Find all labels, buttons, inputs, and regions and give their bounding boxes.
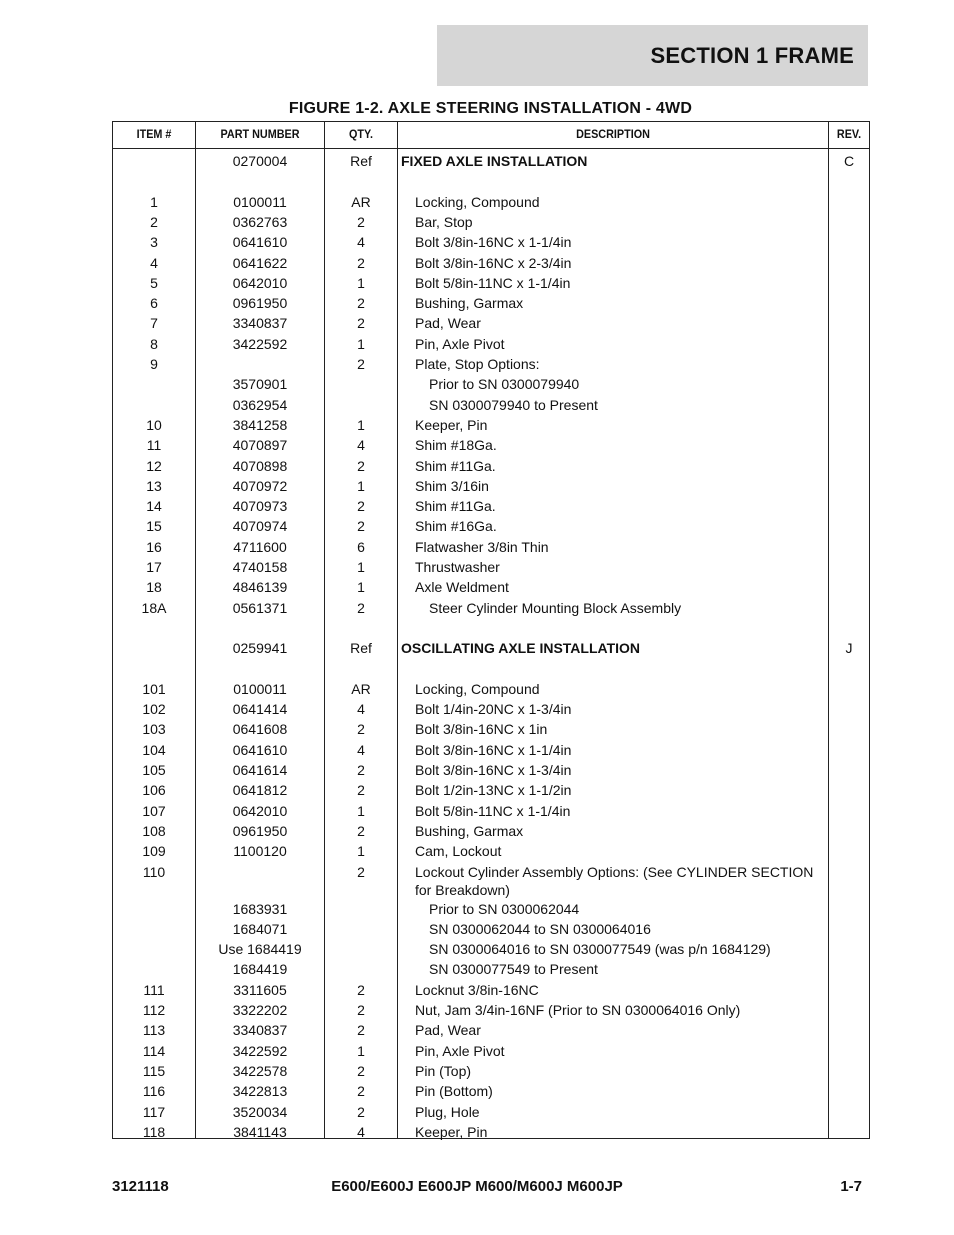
table-row bbox=[113, 899, 869, 919]
item-number: 3 bbox=[150, 234, 158, 251]
quantity: 2 bbox=[357, 295, 365, 312]
description-line: Shim #16Ga. bbox=[415, 518, 497, 535]
table-row bbox=[113, 354, 869, 374]
description bbox=[401, 841, 841, 861]
item-number: 105 bbox=[142, 762, 166, 778]
revision: J bbox=[845, 640, 853, 657]
description bbox=[401, 760, 841, 780]
table-row bbox=[113, 1041, 869, 1061]
table-row bbox=[113, 374, 869, 394]
part-number: 4070972 bbox=[232, 477, 288, 494]
part-number: 3570901 bbox=[232, 376, 288, 393]
description bbox=[401, 1061, 841, 1081]
item-number: 5 bbox=[150, 274, 158, 291]
quantity: 1 bbox=[357, 843, 365, 860]
description-line: OSCILLATING AXLE INSTALLATION bbox=[401, 640, 641, 657]
table-row bbox=[113, 1020, 869, 1040]
table-row bbox=[113, 253, 869, 273]
part-number: 3340837 bbox=[232, 1022, 288, 1039]
quantity: 2 bbox=[357, 518, 365, 535]
part-number: 4740158 bbox=[232, 559, 288, 575]
header-part-number: PART NUMBER bbox=[220, 127, 300, 141]
description-line: FIXED AXLE INSTALLATION bbox=[401, 153, 588, 169]
table-row bbox=[113, 516, 869, 536]
part-number: 0270004 bbox=[232, 153, 288, 169]
part-number: 3422578 bbox=[232, 1062, 288, 1079]
description-line: Bushing, Garmax bbox=[415, 822, 524, 839]
quantity: 2 bbox=[357, 213, 365, 230]
part-number: 1100120 bbox=[233, 843, 287, 860]
quantity: 2 bbox=[357, 721, 365, 738]
part-number: 0641610 bbox=[232, 741, 288, 758]
description bbox=[401, 577, 841, 597]
table-row bbox=[113, 476, 869, 496]
table-row bbox=[113, 821, 869, 841]
description bbox=[401, 395, 855, 415]
description bbox=[401, 476, 841, 496]
table-row bbox=[113, 192, 869, 212]
table-row bbox=[113, 780, 869, 800]
part-number: 3841258 bbox=[232, 416, 288, 433]
description-line: Bolt 1/2in-13NC x 1-1/2in bbox=[415, 782, 572, 799]
description bbox=[401, 821, 841, 841]
description-line: Plate, Stop Options: bbox=[415, 356, 540, 372]
description bbox=[401, 719, 841, 739]
header-item: ITEM # bbox=[136, 127, 172, 141]
description bbox=[401, 212, 841, 232]
section-title: SECTION 1 FRAME bbox=[650, 42, 854, 68]
item-number: 10 bbox=[146, 416, 162, 433]
quantity: Ref bbox=[350, 153, 372, 169]
quantity: 2 bbox=[357, 498, 365, 515]
quantity: Ref bbox=[350, 640, 372, 657]
description bbox=[401, 273, 841, 293]
description bbox=[401, 939, 855, 959]
quantity: 4 bbox=[357, 234, 365, 251]
description-line: Axle Weldment bbox=[415, 579, 509, 596]
spacer-row bbox=[113, 618, 869, 638]
description-line: Pin (Top) bbox=[415, 1062, 472, 1079]
description-line: Bar, Stop bbox=[415, 213, 473, 230]
part-number: 0100011 bbox=[233, 193, 287, 210]
table-row bbox=[113, 740, 869, 760]
description-line: Pad, Wear bbox=[415, 315, 481, 332]
table-row bbox=[113, 151, 869, 171]
item-number: 18A bbox=[141, 599, 167, 616]
description-line: Shim #11Ga. bbox=[415, 457, 496, 474]
quantity: 2 bbox=[357, 1022, 365, 1039]
part-number: 3422813 bbox=[232, 1083, 288, 1100]
description bbox=[401, 699, 841, 719]
description-line: SN 0300062044 to SN 0300064016 bbox=[429, 920, 651, 937]
quantity: 2 bbox=[357, 1103, 365, 1120]
table-row bbox=[113, 415, 869, 435]
table-row bbox=[113, 496, 869, 516]
quantity: 2 bbox=[357, 1002, 365, 1018]
part-number: 3422592 bbox=[232, 335, 288, 352]
description bbox=[401, 192, 841, 212]
description bbox=[401, 232, 841, 252]
table-row bbox=[113, 212, 869, 232]
quantity: 2 bbox=[357, 863, 365, 880]
part-number: 0641812 bbox=[232, 782, 288, 799]
item-number: 107 bbox=[142, 802, 166, 819]
description-line: Keeper, Pin bbox=[415, 1123, 488, 1140]
item-number: 13 bbox=[146, 477, 162, 494]
part-number: 0641608 bbox=[232, 721, 288, 738]
description bbox=[401, 780, 841, 800]
quantity: 1 bbox=[357, 274, 365, 291]
description bbox=[401, 516, 841, 536]
item-number: 104 bbox=[142, 741, 166, 758]
description bbox=[401, 919, 855, 939]
description-line: Pin, Axle Pivot bbox=[415, 1042, 505, 1059]
item-number: 11 bbox=[146, 437, 162, 454]
description-line: SN 0300079940 to Present bbox=[429, 396, 598, 413]
description-line: Nut, Jam 3/4in-16NF (Prior to SN 0300064016 Only) bbox=[415, 1002, 741, 1018]
description-line: SN 0300077549 to Present bbox=[429, 961, 598, 978]
part-number: 0641614 bbox=[232, 762, 288, 778]
table-row bbox=[113, 313, 869, 333]
table-row bbox=[113, 334, 869, 354]
description bbox=[401, 679, 841, 699]
description-line: Bolt 3/8in-16NC x 1in bbox=[415, 721, 548, 738]
quantity: 2 bbox=[357, 315, 365, 332]
quantity: 2 bbox=[357, 254, 365, 271]
description bbox=[401, 456, 841, 476]
part-number: 0642010 bbox=[232, 274, 288, 291]
part-number: 4070973 bbox=[232, 498, 288, 515]
description-line: Thrustwasher bbox=[415, 559, 500, 575]
description bbox=[401, 334, 841, 354]
item-number: 108 bbox=[142, 822, 166, 839]
quantity: AR bbox=[351, 193, 371, 210]
description bbox=[401, 801, 841, 821]
description-line: Bolt 5/8in-11NC x 1-1/4in bbox=[415, 274, 571, 291]
quantity: 2 bbox=[357, 782, 365, 799]
part-number: 3322202 bbox=[232, 1002, 288, 1018]
description bbox=[401, 253, 841, 273]
part-number: 0961950 bbox=[232, 295, 288, 312]
quantity: 1 bbox=[357, 477, 365, 494]
part-number: 0362763 bbox=[232, 213, 288, 230]
quantity: 4 bbox=[357, 741, 365, 758]
description-line: Cam, Lockout bbox=[415, 843, 502, 860]
table-row bbox=[113, 435, 869, 455]
page-number: 1-7 bbox=[840, 1178, 862, 1195]
description-line: Bolt 3/8in-16NC x 2-3/4in bbox=[415, 254, 572, 271]
part-number: 0362954 bbox=[232, 396, 288, 413]
item-number: 1 bbox=[150, 193, 158, 210]
quantity: 2 bbox=[357, 599, 365, 616]
item-number: 6 bbox=[150, 295, 158, 312]
table-header bbox=[113, 122, 869, 149]
item-number: 112 bbox=[142, 1002, 166, 1018]
revision: C bbox=[843, 153, 855, 169]
description-line: SN 0300064016 to SN 0300077549 (was p/n 1684129) bbox=[429, 941, 771, 958]
item-number: 114 bbox=[142, 1042, 166, 1059]
table-row bbox=[113, 537, 869, 557]
quantity: AR bbox=[351, 680, 371, 697]
table-row bbox=[113, 939, 869, 959]
item-number: 8 bbox=[150, 335, 158, 352]
quantity: 2 bbox=[357, 457, 365, 474]
table-row bbox=[113, 1102, 869, 1122]
item-number: 101 bbox=[142, 680, 166, 697]
figure-title: FIGURE 1-2. AXLE STEERING INSTALLATION - 4WD bbox=[288, 100, 693, 117]
quantity: 4 bbox=[357, 1123, 365, 1140]
description-line: Steer Cylinder Mounting Block Assembly bbox=[429, 599, 682, 616]
quantity: 1 bbox=[357, 335, 365, 352]
description bbox=[401, 496, 841, 516]
description bbox=[401, 959, 855, 979]
part-number: Use 1684419 bbox=[218, 941, 302, 958]
part-number: 4711600 bbox=[233, 538, 287, 555]
item-number: 17 bbox=[146, 559, 162, 575]
item-number: 113 bbox=[142, 1022, 166, 1039]
table-row bbox=[113, 456, 869, 476]
item-number: 2 bbox=[150, 213, 158, 230]
description bbox=[401, 374, 855, 394]
description-line: Prior to SN 0300062044 bbox=[429, 900, 580, 917]
quantity: 1 bbox=[357, 559, 365, 575]
section-header bbox=[437, 25, 868, 86]
description bbox=[401, 1000, 841, 1020]
part-number: 3841143 bbox=[233, 1123, 287, 1140]
quantity: 2 bbox=[357, 981, 365, 998]
description-line: for Breakdown) bbox=[415, 881, 510, 898]
table-row bbox=[113, 232, 869, 252]
description-line: Bolt 1/4in-20NC x 1-3/4in bbox=[415, 701, 572, 718]
model-list: E600/E600J E600JP M600/M600J M600JP bbox=[331, 1178, 623, 1195]
item-number: 115 bbox=[142, 1062, 166, 1079]
description-line: Bushing, Garmax bbox=[415, 295, 524, 312]
item-number: 109 bbox=[142, 843, 166, 860]
quantity: 1 bbox=[357, 1042, 365, 1059]
description bbox=[401, 415, 841, 435]
description bbox=[401, 1041, 841, 1061]
header-description: DESCRIPTION bbox=[576, 127, 650, 141]
description-line: Bolt 3/8in-16NC x 1-1/4in bbox=[415, 741, 572, 758]
table-row bbox=[113, 760, 869, 780]
quantity: 2 bbox=[357, 1083, 365, 1100]
description-line: Locking, Compound bbox=[415, 193, 540, 210]
quantity: 4 bbox=[357, 701, 365, 718]
description-line: Keeper, Pin bbox=[415, 416, 488, 433]
quantity: 1 bbox=[357, 416, 365, 433]
description bbox=[401, 313, 841, 333]
quantity: 6 bbox=[357, 538, 365, 555]
table-row bbox=[113, 959, 869, 979]
part-number: 3311605 bbox=[233, 981, 287, 998]
table-row bbox=[113, 1000, 869, 1020]
item-number: 12 bbox=[146, 457, 162, 474]
quantity: 1 bbox=[357, 802, 365, 819]
part-number: 3520034 bbox=[232, 1103, 288, 1120]
item-number: 118 bbox=[142, 1123, 166, 1140]
item-number: 4 bbox=[150, 254, 158, 271]
description-line: Pad, Wear bbox=[415, 1022, 481, 1039]
description-line: Prior to SN 0300079940 bbox=[429, 376, 580, 393]
table-row bbox=[113, 980, 869, 1000]
part-number: 0561371 bbox=[232, 599, 288, 616]
quantity: 2 bbox=[357, 1062, 365, 1079]
description-line: Bolt 3/8in-16NC x 1-3/4in bbox=[415, 762, 572, 778]
description-line: Locking, Compound bbox=[415, 680, 540, 697]
part-number: 4846139 bbox=[232, 579, 288, 596]
item-number: 9 bbox=[150, 356, 158, 372]
item-number: 106 bbox=[142, 782, 166, 799]
parts-table bbox=[112, 121, 870, 1139]
description-line: Shim #18Ga. bbox=[415, 437, 497, 454]
part-number: 3340837 bbox=[232, 315, 288, 332]
table-row bbox=[113, 577, 869, 597]
spacer-row bbox=[113, 659, 869, 679]
part-number: 1684419 bbox=[232, 961, 288, 978]
item-number: 15 bbox=[146, 518, 162, 535]
item-number: 102 bbox=[142, 701, 166, 718]
table-row bbox=[113, 598, 869, 618]
table-row bbox=[113, 919, 869, 939]
part-number: 4070897 bbox=[232, 437, 288, 454]
description bbox=[401, 740, 841, 760]
part-number: 0961950 bbox=[232, 822, 288, 839]
table-row bbox=[113, 719, 869, 739]
description bbox=[401, 980, 841, 1000]
part-number: 0259941 bbox=[232, 640, 288, 657]
description bbox=[401, 638, 827, 658]
item-number: 111 bbox=[143, 981, 165, 998]
description bbox=[401, 1102, 841, 1122]
description bbox=[401, 354, 841, 374]
quantity: 4 bbox=[357, 437, 365, 454]
description bbox=[401, 435, 841, 455]
description-line: Bolt 3/8in-16NC x 1-1/4in bbox=[415, 234, 572, 251]
description bbox=[401, 537, 841, 557]
description-line: Shim 3/16in bbox=[415, 477, 489, 494]
description-line: Plug, Hole bbox=[415, 1103, 480, 1120]
quantity: 2 bbox=[357, 356, 365, 372]
quantity: 1 bbox=[357, 579, 365, 596]
description bbox=[401, 862, 841, 898]
description bbox=[401, 1081, 841, 1101]
part-number: 4070974 bbox=[232, 518, 288, 535]
table-row bbox=[113, 273, 869, 293]
description-line: Pin, Axle Pivot bbox=[415, 335, 505, 352]
table-row bbox=[113, 1081, 869, 1101]
description bbox=[401, 598, 855, 618]
item-number: 14 bbox=[146, 498, 162, 515]
table-row bbox=[113, 638, 869, 658]
item-number: 110 bbox=[142, 863, 166, 880]
part-number: 0641622 bbox=[232, 254, 288, 271]
item-number: 16 bbox=[146, 538, 162, 555]
part-number: 3422592 bbox=[232, 1042, 288, 1059]
table-row bbox=[113, 293, 869, 313]
header-rev: REV. bbox=[836, 127, 862, 141]
table-row bbox=[113, 679, 869, 699]
part-number: 0642010 bbox=[232, 802, 288, 819]
description-line: Pin (Bottom) bbox=[415, 1083, 493, 1100]
table-row bbox=[113, 395, 869, 415]
part-number: 4070898 bbox=[232, 457, 288, 474]
item-number: 116 bbox=[142, 1083, 166, 1100]
part-number: 0100011 bbox=[233, 680, 287, 697]
table-row bbox=[113, 1061, 869, 1081]
table-row bbox=[113, 862, 869, 899]
description bbox=[401, 1122, 841, 1142]
spacer-row bbox=[113, 171, 869, 191]
description bbox=[401, 1020, 841, 1040]
description-line: Lockout Cylinder Assembly Options: (See CYLINDER SECTION bbox=[415, 863, 814, 880]
part-number: 0641610 bbox=[232, 234, 288, 251]
description-line: Bolt 5/8in-11NC x 1-1/4in bbox=[415, 802, 571, 819]
table-row bbox=[113, 557, 869, 577]
description-line: Locknut 3/8in-16NC bbox=[415, 981, 539, 998]
description-line: Shim #11Ga. bbox=[415, 498, 496, 515]
part-number: 1683931 bbox=[232, 900, 288, 917]
header-qty: QTY. bbox=[348, 127, 373, 141]
table-row bbox=[113, 841, 869, 861]
doc-number: 3121118 bbox=[112, 1178, 169, 1195]
description bbox=[401, 899, 855, 919]
item-number: 7 bbox=[150, 315, 158, 332]
description-line: Flatwasher 3/8in Thin bbox=[415, 538, 549, 555]
quantity: 2 bbox=[357, 822, 365, 839]
quantity: 2 bbox=[357, 762, 365, 778]
description bbox=[401, 293, 841, 313]
table-row bbox=[113, 1122, 869, 1142]
table-row bbox=[113, 699, 869, 719]
table-row bbox=[113, 801, 869, 821]
item-number: 103 bbox=[142, 721, 166, 738]
part-number: 1684071 bbox=[232, 920, 288, 937]
item-number: 18 bbox=[146, 579, 162, 596]
part-number: 0641414 bbox=[232, 701, 288, 718]
description bbox=[401, 557, 841, 577]
item-number: 117 bbox=[142, 1103, 166, 1120]
description bbox=[401, 151, 827, 171]
